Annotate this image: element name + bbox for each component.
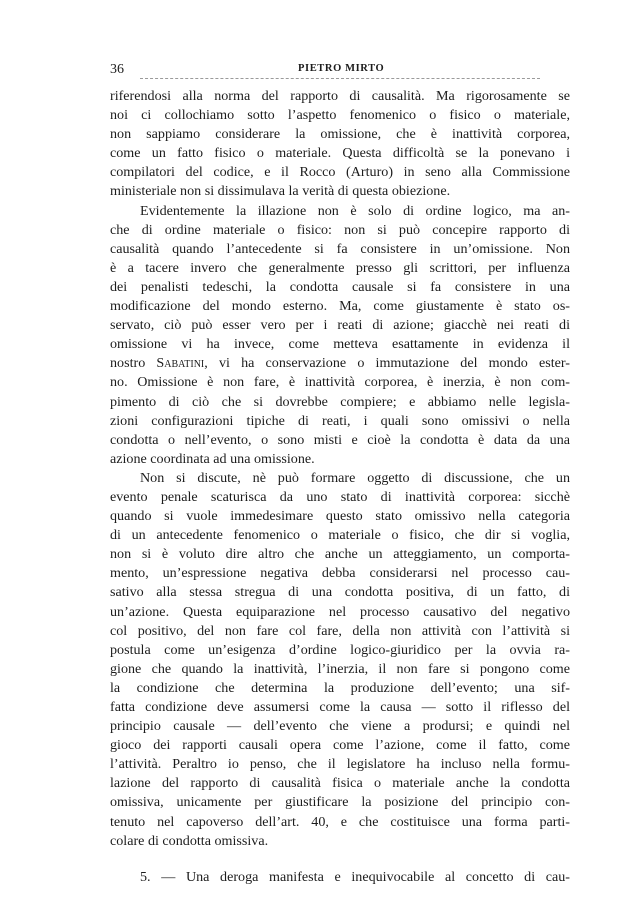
text-line: gione che quando la inattività, l’inerzia, il non fare si pongono come xyxy=(110,660,570,677)
text-line: che di ordine materiale o fisico: non si può concepire rapporto di xyxy=(110,221,570,238)
text-line: quando si vuole immedesimare questo stato omissivo nella categoria xyxy=(110,508,570,525)
page-number: 36 xyxy=(110,62,124,77)
text-line: servato, ciò può esser vero per i reati di azione; giacchè nei reati di xyxy=(110,317,570,334)
text-line: è a tacere invero che generalmente presso gli scrittori, per influenza xyxy=(110,259,570,276)
text-line: omissiva, unicamente per giustificare la posizione del principio con- xyxy=(110,794,570,811)
text-line: nostro Sabatini, vi ha conservazione o immutazione del mondo ester- xyxy=(110,355,570,372)
header-rule xyxy=(140,78,540,79)
text-line: dei penalisti tedeschi, la condotta causale si fa consistere in una xyxy=(110,278,570,295)
text-line: di un antecedente fenomenico o materiale o fisico, che dir si voglia, xyxy=(110,527,570,544)
text-line: ministeriale non si dissimulava la verità di questa obiezione. xyxy=(110,183,451,200)
text-line: sativo alla stessa stregua di una condotta positiva, di un fatto, di xyxy=(110,584,570,601)
text-line: non sappiamo considerare la omissione, che è inattività corporea, xyxy=(110,126,570,143)
text-line: zioni configurazioni tipiche di reati, i quali sono omissivi o nella xyxy=(110,412,570,429)
paragraph xyxy=(110,469,570,851)
text-line: modificazione del mondo esterno. Ma, come giustamente è stato os- xyxy=(110,298,570,315)
running-head: PIETRO MIRTO xyxy=(298,63,385,74)
text-line: 5. — Una deroga manifesta e inequivocabile al concetto di cau- xyxy=(140,868,570,885)
text-line: gioco dei rapporti causali opera come l’azione, come il fatto, come xyxy=(110,737,570,754)
text-line: Non si discute, nè può formare oggetto di discussione, che un xyxy=(140,469,570,486)
text-line: azione coordinata ad una omissione. xyxy=(110,450,315,467)
text-line: colare di condotta omissiva. xyxy=(110,832,269,849)
text-line: lazione del rapporto di causalità fisica o materiale anche la condotta xyxy=(110,775,570,792)
text-line: non si è voluto dire altro che anche un atteggiamento, un comporta- xyxy=(110,546,570,563)
text-line: principio causale — dell’evento che viene a prodursi; e quindi nel xyxy=(110,718,570,735)
text-line: l’attività. Peraltro io penso, che il legislatore ha incluso nella formu- xyxy=(110,756,570,773)
text-line: causalità quando l’antecedente si fa consistere in un’omissione. Non xyxy=(110,240,570,257)
text-line: omissione vi ha invece, come metteva esattamente in evidenza il xyxy=(110,336,570,353)
text-line: col positivo, del non fare col fare, della non attività con l’attività si xyxy=(110,622,570,639)
text-line: noi ci collochiamo sotto l’aspetto fenomenico o fisico o materiale, xyxy=(110,107,570,124)
text-line: Evidentemente la illazione non è solo di ordine logico, ma an- xyxy=(140,202,570,219)
text-line: compilatori del codice, e il Rocco (Arturo) in seno alla Commissione xyxy=(110,164,570,181)
page-header xyxy=(110,60,570,80)
paragraph xyxy=(110,87,570,202)
text-line: come un fatto fisico o materiale. Questa difficoltà se la ponevano i xyxy=(110,145,570,162)
text-line: pimento di ciò che si dovrebbe compiere; e abbiamo nelle legisla- xyxy=(110,393,570,410)
text-line: la condizione che determina la produzione dell’evento; una sif- xyxy=(110,679,570,696)
text-line: postula come un’esigenza d’ordine logico-giuridico per la ovvia ra- xyxy=(110,641,570,658)
text-line: tenuto nel capoverso dell’art. 40, e che costituisce una forma parti- xyxy=(110,813,570,830)
text-line: no. Omissione è non fare, è inattività corporea, è inerzia, è non com- xyxy=(110,374,570,391)
text-line: evento penale scaturisca da uno stato di inattività corporea: sicchè xyxy=(110,488,570,505)
text-line: un’azione. Questa equiparazione nel processo causativo del negativo xyxy=(110,603,570,620)
text-line: condotta o nell’evento, o sono misti e cioè la condotta è data da una xyxy=(110,431,570,448)
page-body xyxy=(110,87,570,887)
text-line: mento, un’espressione negativa debba considerarsi nel processo cau- xyxy=(110,565,570,582)
text-line: riferendosi alla norma del rapporto di causalità. Ma rigorosamente se xyxy=(110,88,570,104)
paragraph xyxy=(110,202,570,469)
text-line: fatta condizione deve assumersi come la causa — sotto il riflesso del xyxy=(110,699,570,715)
section-start-paragraph xyxy=(110,868,570,887)
